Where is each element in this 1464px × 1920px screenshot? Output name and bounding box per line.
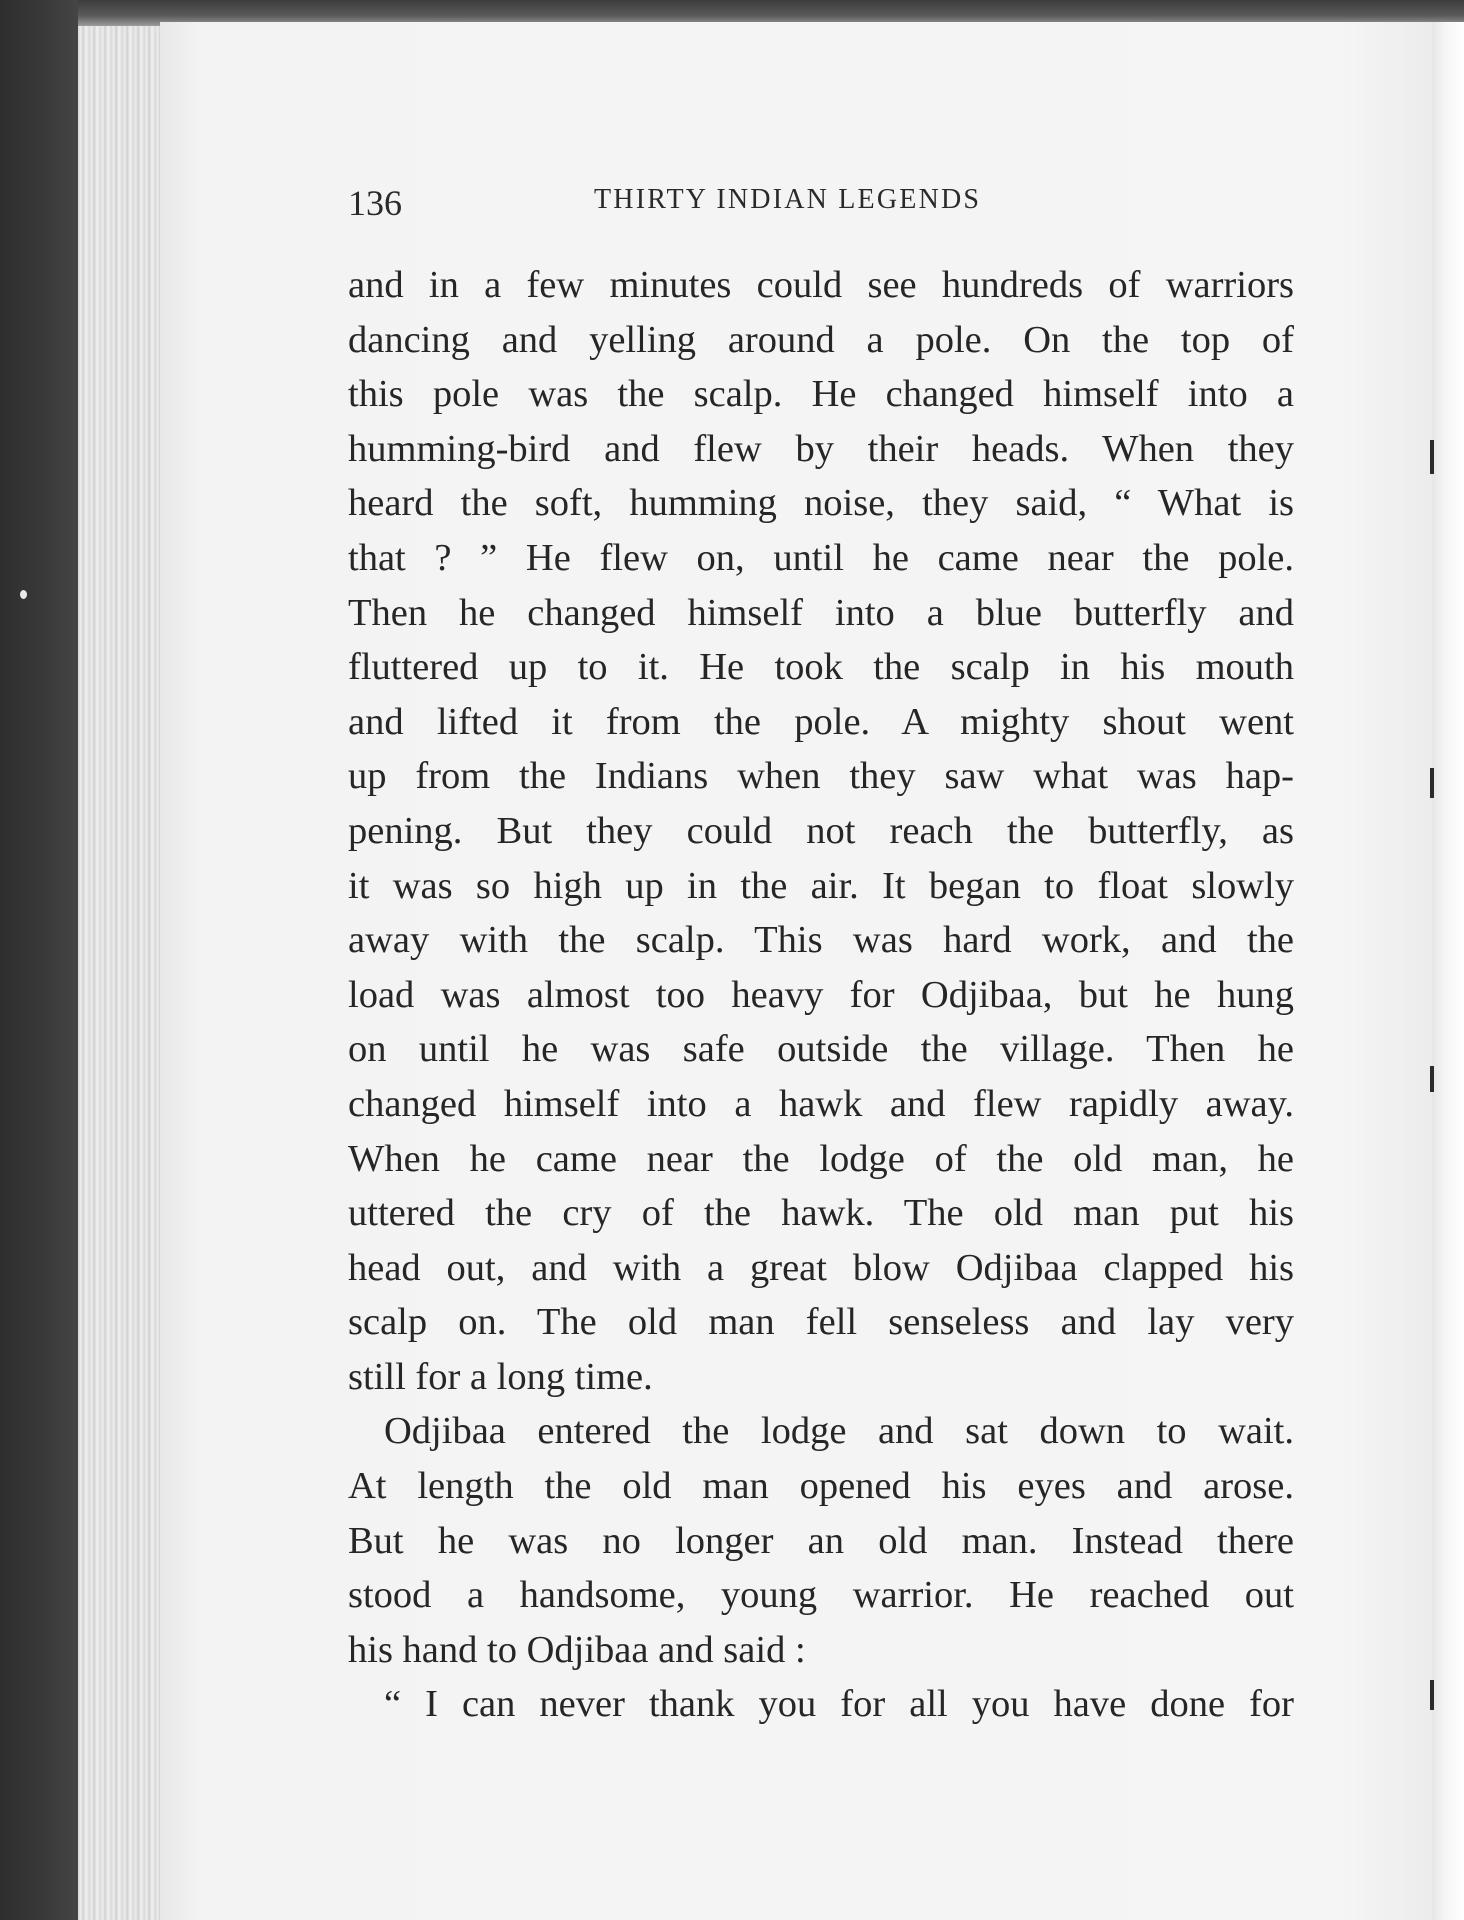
text-line: heard the soft, humming noise, they said, “ What is <box>348 482 1294 525</box>
edge-mark <box>1430 1066 1434 1092</box>
text-line: stood a handsome, young warrior. He reached out <box>348 1574 1294 1617</box>
text-line: Odjibaa entered the lodge and sat down to wait. <box>384 1410 1294 1453</box>
text-line: When he came near the lodge of the old man, he <box>348 1137 1294 1180</box>
text-line: and lifted it from the pole. A mighty shout went <box>348 700 1294 743</box>
text-line: his hand to Odjibaa and said : <box>348 1628 806 1671</box>
text-line: But he was no longer an old man. Instead there <box>348 1519 1294 1562</box>
text-line: on until he was safe outside the village. Then he <box>348 1028 1294 1071</box>
text-line: that ? ” He flew on, until he came near the pole. <box>348 536 1294 579</box>
page-edges <box>78 16 168 1920</box>
text-line: fluttered up to it. He took the scalp in his mouth <box>348 646 1294 689</box>
edge-mark <box>1430 768 1434 798</box>
text-line: it was so high up in the air. It began to float slowly <box>348 864 1294 907</box>
text-line: up from the Indians when they saw what was hap- <box>348 755 1294 798</box>
body-text <box>348 258 1294 1732</box>
dust-speck <box>20 590 27 599</box>
text-line: away with the scalp. This was hard work, and the <box>348 919 1294 962</box>
book-binding <box>0 0 78 1920</box>
text-line: still for a long time. <box>348 1355 653 1398</box>
text-line: “ I can never thank you for all you have done for <box>384 1683 1294 1726</box>
page-header <box>348 180 1288 230</box>
text-line: uttered the cry of the hawk. The old man put his <box>348 1192 1294 1235</box>
text-line: scalp on. The old man fell senseless and lay very <box>348 1301 1294 1344</box>
page-number: 136 <box>348 183 402 223</box>
text-line: humming-bird and flew by their heads. When they <box>348 427 1294 470</box>
edge-mark <box>1430 1680 1434 1710</box>
facing-page-edge <box>1432 22 1464 1920</box>
text-line: head out, and with a great blow Odjibaa clapped his <box>348 1246 1294 1289</box>
text-line: changed himself into a hawk and flew rapidly away. <box>348 1082 1294 1125</box>
text-line: load was almost too heavy for Odjibaa, but he hung <box>348 973 1294 1016</box>
text-line: Then he changed himself into a blue butterfly and <box>348 591 1294 634</box>
text-line: and in a few minutes could see hundreds of warriors <box>348 264 1294 306</box>
text-line: pening. But they could not reach the butterfly, as <box>348 809 1294 852</box>
running-head: THIRTY INDIAN LEGENDS <box>594 184 982 215</box>
text-line: dancing and yelling around a pole. On the top of <box>348 318 1294 361</box>
text-line: At length the old man opened his eyes and arose. <box>348 1465 1294 1508</box>
edge-mark <box>1430 440 1434 474</box>
text-line: this pole was the scalp. He changed himself into a <box>348 373 1294 416</box>
